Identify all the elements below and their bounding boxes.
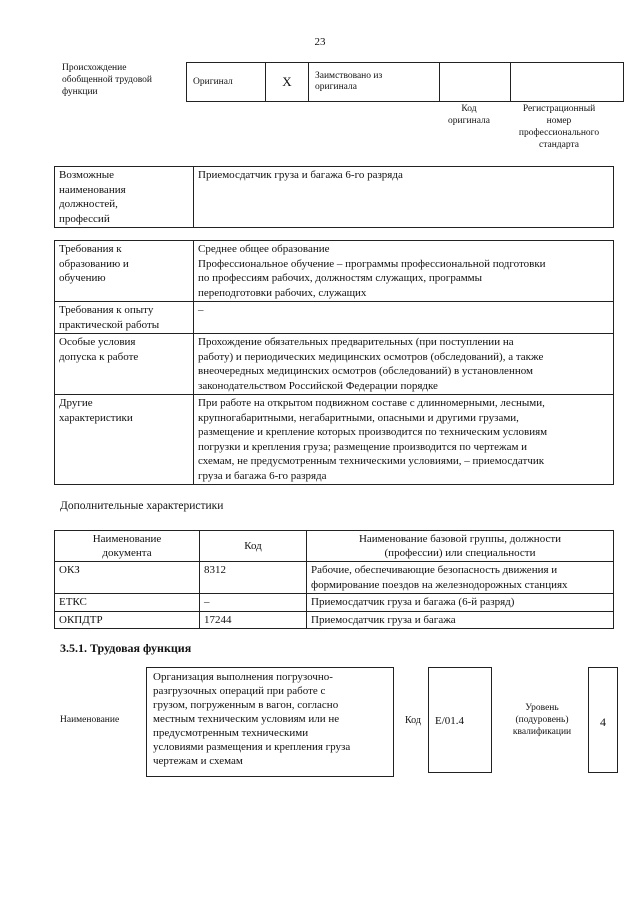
name-line: Организация выполнения погрузочно-: [153, 671, 333, 683]
header-line: (профессии) или специальности: [384, 547, 536, 559]
labor-function-name-box: [146, 667, 394, 777]
header-line: Наименование базовой группы, должности: [358, 533, 562, 545]
value-line: крупногабаритными, негабаритными, опасными и другими грузами,: [198, 411, 519, 424]
origin-label: [62, 62, 180, 98]
name-line: условиями размещения и крепления груза: [153, 741, 351, 753]
requirement-value: [194, 302, 614, 334]
labor-function-code: E/01.4: [428, 667, 492, 773]
code-cell: –: [200, 594, 307, 612]
classification-header-row: [55, 531, 614, 562]
group-name-cell: [307, 594, 614, 612]
borrowed-cell: [309, 63, 440, 102]
caption-line: Код: [461, 104, 477, 114]
caption-line: профессионального: [518, 128, 600, 138]
origin-label-line: функции: [62, 87, 98, 97]
requirement-value: [194, 334, 614, 395]
value-line: Приемосдатчик груза и багажа (6-й разряд): [311, 596, 515, 608]
label-line: допуска к работе: [59, 350, 139, 363]
level-label-line: Уровень: [525, 703, 559, 713]
positions-value: Приемосдатчик груза и багажа 6-го разряда: [194, 167, 614, 228]
label-line: образованию и: [59, 257, 129, 270]
value-line: внеочередных медицинских осмотров (обследований) в установленном: [198, 365, 533, 377]
header-group-name: [307, 531, 614, 562]
caption-line: номер: [546, 116, 572, 126]
labor-function-code-label: Код: [405, 715, 421, 726]
value-line: Рабочие, обеспечивающие безопасность движения и: [311, 564, 558, 576]
positions-table: [54, 166, 614, 228]
requirement-label: [55, 302, 194, 334]
label-line: практической работы: [59, 318, 160, 331]
table-row: [55, 611, 614, 629]
label-line: Другие: [59, 397, 93, 409]
registration-number-cell: [511, 63, 624, 102]
requirement-label: [55, 241, 194, 302]
doc-cell: ЕТКС: [55, 594, 200, 612]
level-label-line: (подуровень): [515, 715, 569, 725]
registration-number-caption: [508, 103, 610, 151]
value-line: переподготовки рабочих, служащих: [198, 286, 367, 299]
value-line: При работе на открытом подвижном составе с длинномерными, лесными,: [198, 397, 545, 409]
value-line: работу) и периодических медицинских осмотров (обследований), а также: [198, 350, 544, 363]
qualification-level: 4: [588, 667, 618, 773]
header-code: [200, 531, 307, 562]
label-line: должностей,: [59, 198, 118, 210]
code-cell: 17244: [200, 611, 307, 629]
label-line: обучению: [59, 272, 106, 284]
original-mark: X: [266, 63, 309, 102]
doc-cell: ОКПДТР: [55, 611, 200, 629]
name-line: грузом, погруженным в вагон, согласно: [153, 699, 339, 711]
origin-table: [186, 62, 624, 102]
requirement-row: [55, 241, 614, 302]
label-line: Особые условия: [59, 336, 136, 348]
requirement-row: [55, 395, 614, 485]
code-cell: 8312: [200, 562, 307, 594]
requirement-label: [55, 334, 194, 395]
value-line: груза и багажа 6-го разряда: [198, 469, 327, 482]
classification-table: [54, 530, 614, 629]
label-line: Требования к: [59, 243, 122, 255]
header-line: Наименование: [92, 533, 162, 545]
group-name-cell: [307, 562, 614, 594]
requirement-row: [55, 302, 614, 334]
value-line: Прохождение обязательных предварительных (при поступлении на: [198, 336, 514, 348]
header-line: документа: [102, 547, 152, 559]
original-code-cell: [440, 63, 511, 102]
label-line: Возможные: [59, 169, 114, 181]
original-cell: Оригинал: [187, 63, 266, 102]
group-name-cell: [307, 611, 614, 629]
labor-function-name-label: Наименование: [60, 715, 120, 725]
caption-line: Регистрационный: [522, 104, 596, 114]
name-line: местным техническим условиям или не: [153, 713, 340, 725]
name-line: предусмотренным техническими: [153, 727, 309, 739]
requirement-value: [194, 395, 614, 485]
requirement-row: [55, 334, 614, 395]
value-line: –: [198, 304, 204, 316]
level-label-line: квалификации: [512, 727, 572, 737]
label-line: профессий: [59, 212, 110, 225]
qualification-level-label: [500, 702, 584, 738]
additional-title: Дополнительные характеристики: [60, 500, 224, 512]
value-line: схемам, не предусмотренным техническими условиями, – приемосдатчик: [198, 455, 545, 467]
borrowed-line: Заимствовано из: [315, 71, 383, 81]
label-line: характеристики: [59, 411, 133, 424]
value-line: формирование поездов на железнодорожных станциях: [311, 578, 568, 591]
header-line: Код: [244, 540, 262, 552]
label-line: наименования: [59, 183, 126, 196]
table-row: [55, 562, 614, 594]
original-code-caption: [438, 103, 500, 127]
value-line: погрузки и крепления груза; размещение производится по чертежам и: [198, 440, 528, 453]
value-line: Среднее общее образование: [198, 243, 330, 255]
caption-line: оригинала: [448, 116, 490, 126]
positions-label: [55, 167, 194, 228]
value-line: размещение и крепление которых производится по техническим условиям: [198, 426, 548, 438]
label-line: Требования к опыту: [59, 304, 154, 316]
header-document: [55, 531, 200, 562]
value-line: Профессиональное обучение – программы профессиональной подготовки: [198, 257, 546, 270]
name-line: разгрузочных операций при работе с: [153, 685, 326, 697]
value-line: по профессиям рабочих, должностям служащих, программы: [198, 272, 483, 284]
requirement-value: [194, 241, 614, 302]
requirements-table: [54, 240, 614, 485]
section-heading: 3.5.1. Трудовая функция: [60, 641, 192, 655]
caption-line: стандарта: [539, 140, 579, 150]
table-row: [55, 594, 614, 612]
name-line: чертежам и схемам: [153, 755, 243, 767]
borrowed-line: оригинала: [315, 82, 357, 92]
doc-cell: ОКЗ: [55, 562, 200, 594]
value-line: законодательством Российской Федерации порядке: [198, 379, 438, 392]
origin-label-line: обобщенной трудовой: [62, 75, 152, 85]
page-number: 23: [314, 36, 326, 48]
value-line: Приемосдатчик груза и багажа: [311, 613, 456, 626]
origin-label-line: Происхождение: [62, 63, 127, 73]
requirement-label: [55, 395, 194, 485]
